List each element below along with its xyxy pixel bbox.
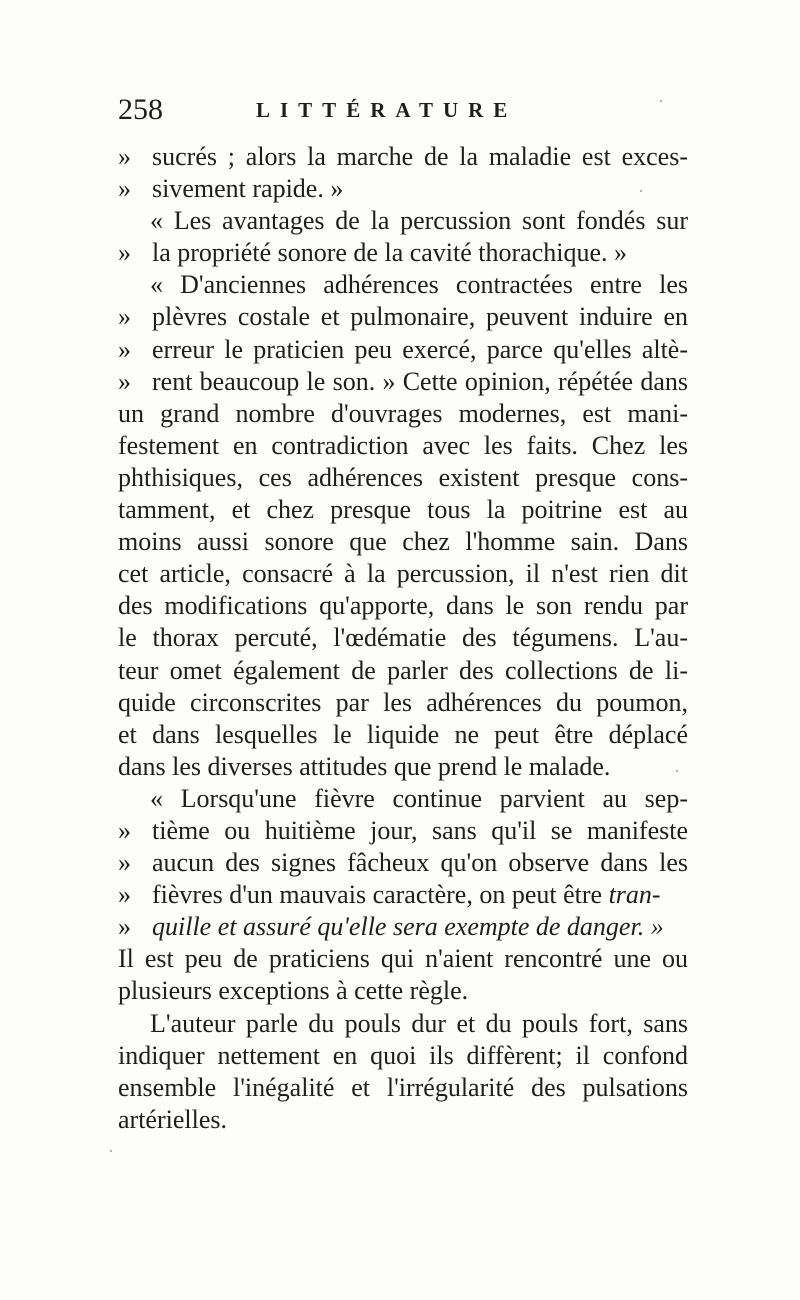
text-line — [118, 975, 688, 1007]
text-line — [118, 173, 688, 205]
line-text: un grand nombre d'ouvrages modernes, est mani- — [118, 398, 688, 428]
text-line — [118, 141, 688, 173]
line-text: sucrés ; alors la marche de la maladie est exces- — [152, 142, 688, 171]
text-line — [118, 301, 688, 333]
text-line — [118, 815, 688, 847]
section-title: LITTÉRATURE — [256, 98, 518, 122]
line-text-roman: fièvres d'un mauvais caractère, on peut être — [152, 880, 603, 910]
line-text: indiquer nettement en quoi ils diffèrent; il confond — [118, 1040, 688, 1070]
text-line — [118, 911, 688, 943]
text-line — [118, 494, 688, 526]
text-line — [118, 558, 688, 590]
line-text: moins aussi sonore que chez l'homme sain. Dans — [118, 527, 688, 557]
text-line — [118, 205, 688, 237]
page-number: 258 — [118, 93, 163, 126]
text-line — [118, 719, 688, 751]
line-text: festement en contradiction avec les faits. Chez les — [118, 430, 688, 460]
paper-speck — [676, 770, 678, 772]
line-text: plusieurs exceptions à cette règle. — [118, 976, 469, 1006]
line-text: rent beaucoup le son. » Cette opinion, répétée dans — [152, 366, 688, 396]
line-text: et dans lesquelles le liquide ne peut être déplacé — [118, 719, 688, 749]
text-line — [118, 687, 688, 719]
line-text: artérielles. — [118, 1104, 227, 1134]
line-text: Il est peu de praticiens qui n'aient rencontré une ou — [118, 944, 688, 974]
text-line — [118, 1104, 688, 1136]
line-text: « Les avantages de la percussion sont fondés sur — [150, 206, 688, 236]
text-line — [118, 590, 688, 622]
quote-mark: » — [118, 334, 131, 364]
text-line — [118, 655, 688, 687]
text-line — [118, 334, 688, 366]
quote-mark: » — [118, 366, 131, 396]
text-line — [118, 783, 688, 815]
quote-mark: » — [118, 174, 131, 204]
text-line — [118, 751, 688, 783]
line-text: erreur le praticien peu exercé, parce qu'elles altè- — [152, 334, 688, 364]
italic-fragment: tran- — [608, 880, 661, 910]
text-line — [118, 847, 688, 879]
text-line — [118, 430, 688, 462]
text-line — [118, 1040, 688, 1072]
line-text: sivement rapide. » — [152, 174, 344, 204]
text-line — [118, 237, 688, 269]
quote-mark: » — [118, 815, 131, 845]
line-text: L'auteur parle du pouls dur et du pouls fort, sans — [150, 1008, 688, 1038]
line-text: dans les diverses attitudes que prend le malade. — [118, 751, 611, 781]
line-text: phthisiques, ces adhérences existent presque cons- — [118, 462, 688, 492]
quote-mark: » — [118, 238, 131, 268]
italic-fragment: quille et assuré qu'elle sera exempte de danger. » — [152, 912, 664, 942]
line-text: teur omet également de parler des collections de li- — [118, 655, 688, 685]
text-line — [118, 943, 688, 975]
paper-speck — [640, 190, 642, 192]
quote-mark: » — [118, 142, 131, 171]
paper-speck — [110, 1150, 112, 1152]
quote-mark: » — [118, 848, 131, 878]
line-text: tamment, et chez presque tous la poitrine est au — [118, 495, 688, 525]
text-line — [118, 526, 688, 558]
line-text: le thorax percuté, l'œdématie des tégumens. L'au- — [118, 623, 688, 653]
line-text: quide circonscrites par les adhérences du poumon, — [118, 687, 688, 717]
text-line — [118, 269, 688, 301]
text-line — [118, 622, 688, 654]
text-line — [118, 366, 688, 398]
line-text: tième ou huitième jour, sans qu'il se manifeste — [152, 815, 688, 845]
line-text — [152, 879, 661, 911]
quote-mark: » — [118, 880, 131, 910]
line-text: plèvres costale et pulmonaire, peuvent induire en — [152, 302, 688, 332]
line-text: aucun des signes fâcheux qu'on observe dans les — [152, 848, 688, 878]
quote-mark: » — [118, 912, 131, 942]
line-text: des modifications qu'apporte, dans le son rendu par — [118, 591, 688, 621]
text-line — [118, 398, 688, 430]
text-line — [118, 879, 688, 911]
body-text — [118, 141, 688, 1136]
text-line — [118, 462, 688, 494]
paper-speck — [660, 100, 662, 102]
line-text: ensemble l'inégalité et l'irrégularité des pulsations — [118, 1072, 688, 1102]
line-text: la propriété sonore de la cavité thorachique. » — [152, 238, 628, 268]
text-line — [118, 1008, 688, 1040]
text-line — [118, 1072, 688, 1104]
running-head — [118, 92, 688, 128]
line-text: « D'anciennes adhérences contractées entre les — [150, 270, 688, 300]
quote-mark: » — [118, 302, 131, 332]
line-text: « Lorsqu'une fièvre continue parvient au sep- — [150, 783, 688, 813]
line-text: cet article, consacré à la percussion, il n'est rien dit — [118, 559, 688, 589]
